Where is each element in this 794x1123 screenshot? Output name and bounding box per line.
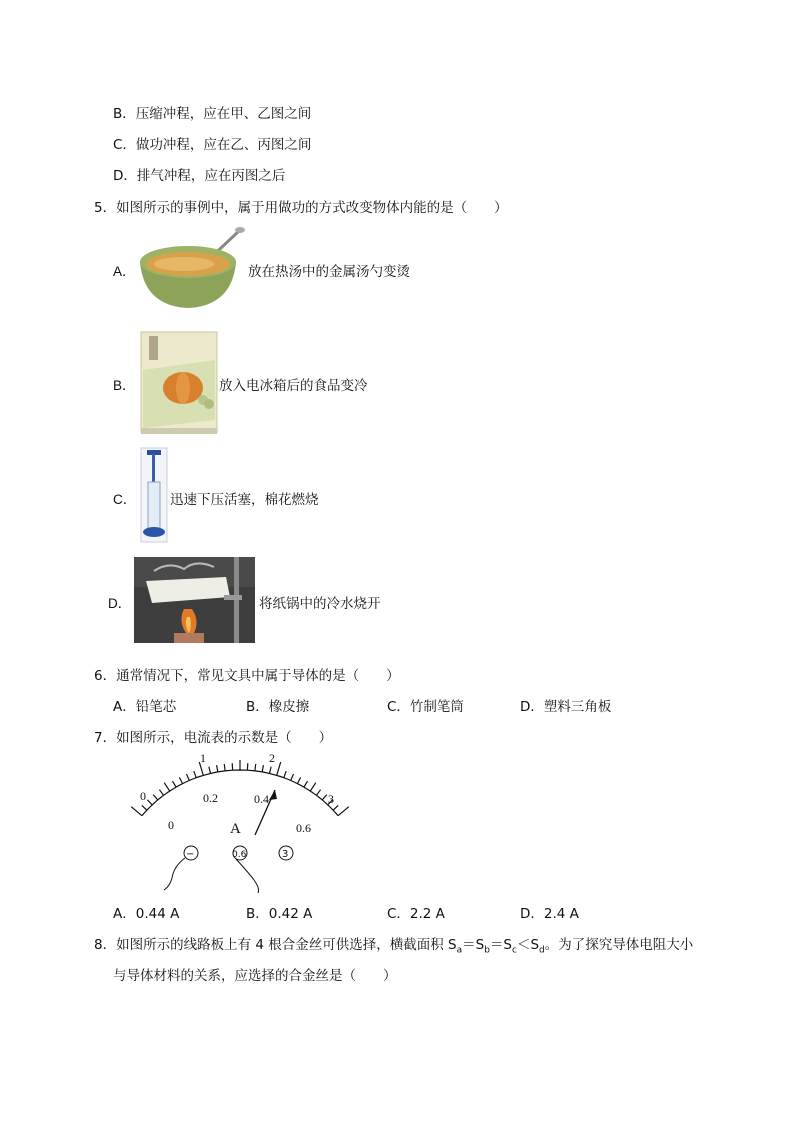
meter-lower-label-3: 0.6	[296, 821, 311, 835]
q7-option-d: D．2.4 A	[520, 906, 579, 922]
q4-option-b: B．压缩冲程，应在甲、乙图之间	[113, 106, 312, 122]
q4-option-c: C．做功冲程，应在乙、丙图之间	[113, 137, 312, 153]
q6-option-a: A．铅笔芯	[113, 699, 177, 715]
wire-negative	[164, 858, 185, 890]
ammeter-diagram	[130, 748, 350, 893]
meter-tick	[153, 795, 158, 800]
meter-tick	[338, 807, 349, 816]
q5-option-c-text: 迅速下压活塞，棉花燃烧	[170, 492, 319, 508]
wire-0-6	[236, 859, 259, 893]
meter-tick	[224, 764, 225, 771]
meter-lower-label-2: 0.4	[254, 792, 269, 806]
meter-tick	[173, 781, 177, 787]
meter-tick	[159, 790, 163, 796]
meter-upper-label-0: 0	[140, 789, 146, 803]
q7-option-a: A．0.44 A	[113, 906, 180, 922]
meter-tick	[187, 774, 190, 781]
fire-piston-image	[139, 446, 169, 544]
q5-stem: 5．如图所示的事例中，属于用做功的方式改变物体内能的是（ ）	[94, 200, 508, 216]
meter-tick	[142, 805, 147, 810]
meter-tick	[255, 764, 256, 771]
q5-option-b-text: 放入电冰箱后的食品变冷	[219, 378, 368, 394]
meter-upper-label-2: 2	[269, 751, 275, 765]
meter-tick	[316, 790, 320, 796]
meter-tick	[209, 767, 211, 774]
meter-scale-arc	[142, 770, 338, 816]
q5-option-d-text: 将纸锅中的冷水烧开	[259, 596, 381, 612]
meter-lower-label-1: 0.2	[203, 791, 218, 805]
meter-tick	[297, 777, 300, 783]
meter-tick	[270, 767, 272, 774]
q4-option-d: D．排气冲程，应在丙图之后	[113, 168, 286, 184]
q6-option-b: B．橡皮擦	[246, 699, 310, 715]
meter-tick	[284, 771, 286, 778]
q7-option-b: B．0.42 A	[246, 906, 313, 922]
meter-tick	[217, 765, 218, 772]
meter-tick	[304, 781, 308, 787]
svg-text:0.6: 0.6	[232, 850, 247, 860]
q5-option-b-letter: B．	[113, 378, 136, 393]
svg-text:3: 3	[282, 849, 289, 860]
meter-tick	[179, 777, 182, 783]
q8-stem: 8．如图所示的线路板上有 4 根合金丝可供选择，横截面积 $S_a=S_b=S_c<S_d$。为了探究导体电阻大小	[94, 937, 694, 956]
svg-text:−: −	[186, 849, 195, 860]
q5-option-d-letter: D．	[108, 596, 132, 611]
meter-tick	[194, 771, 196, 778]
meter-tick	[291, 774, 294, 781]
meter-lower-label-0: 0	[168, 818, 174, 832]
meter-tick	[333, 805, 338, 810]
q6-option-c: C．竹制笔筒	[387, 699, 464, 715]
q6-option-d: D．塑料三角板	[520, 699, 612, 715]
meter-unit-label: A	[230, 821, 241, 837]
q5-option-a-text: 放在热汤中的金属汤勺变烫	[248, 264, 410, 280]
meter-tick	[322, 795, 327, 800]
meter-tick	[131, 807, 142, 816]
paper-pot-image	[134, 557, 255, 643]
meter-tick	[277, 762, 281, 775]
meter-tick	[164, 783, 170, 791]
meter-upper-label-1: 1	[200, 751, 206, 765]
q6-stem: 6．通常情况下，常见文具中属于导体的是（ ）	[94, 668, 400, 684]
q5-option-a-letter: A．	[113, 264, 136, 279]
meter-tick	[147, 800, 152, 805]
q8-stem-line2: 与导体材料的关系，应选择的合金丝是（ ）	[113, 968, 397, 984]
q7-stem: 7．如图所示，电流表的示数是（ ）	[94, 730, 333, 746]
q5-option-c-letter: C．	[113, 492, 137, 507]
q7-option-c: C．2.2 A	[387, 906, 445, 922]
soup-bowl-image	[136, 224, 246, 310]
meter-tick	[262, 765, 263, 772]
refrigerator-image	[139, 330, 219, 436]
meter-tick	[310, 783, 316, 791]
meter-upper-label-3: 3	[328, 792, 334, 806]
